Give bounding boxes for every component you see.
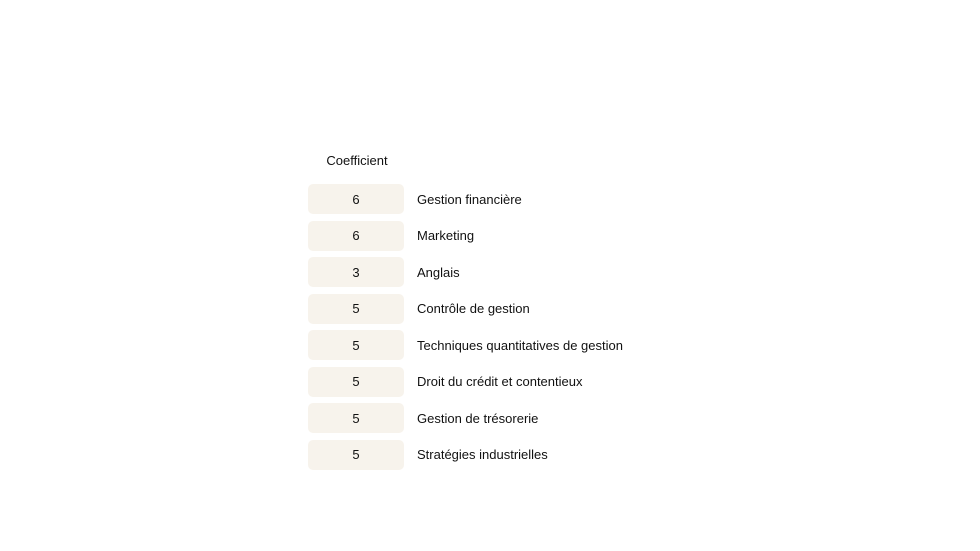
subject-label: Marketing — [417, 228, 475, 243]
coefficient-cell: 6 — [308, 221, 404, 251]
subject-label: Gestion financière — [417, 191, 522, 207]
coefficient-cell: 5 — [308, 403, 404, 433]
table-row — [308, 294, 623, 324]
table-row — [308, 440, 623, 470]
subject-label: Techniques quantitatives de gestion — [417, 337, 623, 353]
table-row — [308, 367, 623, 397]
table-row — [308, 184, 623, 214]
subject-list — [308, 184, 623, 476]
table-row — [308, 257, 623, 287]
coefficient-cell: 5 — [308, 294, 404, 324]
table-row — [308, 221, 623, 251]
subject-label: Anglais — [417, 264, 460, 280]
subject-label: Droit du crédit et contentieux — [417, 374, 583, 389]
coefficient-cell: 5 — [308, 330, 404, 360]
subject-label: Contrôle de gestion — [417, 301, 530, 316]
table-row — [308, 330, 623, 360]
coefficient-cell: 6 — [308, 184, 404, 214]
coefficient-column-header: Coefficient — [326, 153, 388, 168]
coefficient-cell: 5 — [308, 440, 404, 470]
coefficient-cell: 3 — [308, 257, 404, 287]
table-row — [308, 403, 623, 433]
subject-label: Gestion de trésorerie — [417, 410, 539, 426]
coefficient-cell: 5 — [308, 367, 404, 397]
subject-label: Stratégies industrielles — [417, 447, 548, 462]
